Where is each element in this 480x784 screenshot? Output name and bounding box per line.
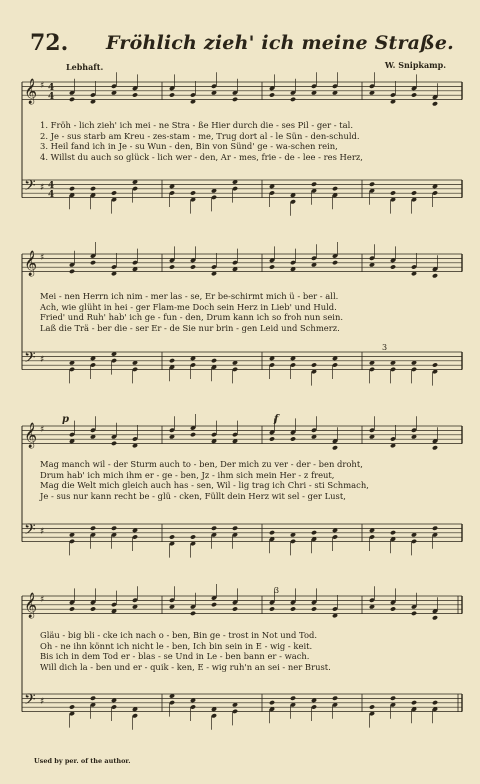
note-head [269,530,275,535]
note-head [369,704,375,709]
hymn-title: Fröhlich zieh' ich meine Straße. [106,32,454,54]
lyric-verse-4: Laß die Trä - ber die - ser Er - de Sie nur brin - gen Leid und Schmerz. [40,322,340,333]
footer-credit: Used by per. of the author. [34,757,131,765]
note-head [411,92,417,97]
note-head [190,611,196,616]
note-head [432,273,438,278]
treble-clef-icon: 𝄞 [24,593,38,618]
note-head [90,260,96,265]
treble-clef-icon: 𝄞 [24,251,38,276]
lyric-verse-3: Mag die Welt mich gleich auch has - sen, Wil - lig trag ich Chri - sti Schmach, [40,480,369,491]
sharp-icon: ♯ [40,595,45,605]
triplet-mark: 3 [274,586,280,595]
dynamic-forte: f [274,414,279,425]
note-head [211,602,217,607]
note-head [69,186,75,191]
note-head [169,264,175,269]
note-head [411,611,417,616]
sharp-icon: ♯ [40,355,45,365]
note-head [311,606,317,611]
tempo-marking: Lebhaft. [66,62,104,72]
sharp-icon: ♯ [40,183,45,193]
lyric-verse-2: Ach, wie glüht in hei - ger Flam-me Doch sein Herz in Lieb' und Huld. [40,301,337,312]
note-head [332,186,338,191]
lyric-verse-2: Drum hab' ich mich ihm er - ge - ben, Jz - ihm sich mein Her - z freut, [40,469,335,480]
hymn-number: 72. [30,30,69,56]
note-head [332,260,338,265]
lyric-verse-3: 3. Heil fand ich in Je - su Wun - den, Bin von Sünd' ge - wa-schen rein, [40,141,338,152]
note-head [190,190,196,195]
triplet-mark: 3 [382,343,388,352]
lyrics-block-1 [40,120,460,162]
lyric-verse-2: 2. Je - sus starb am Kreu - zes-stam - me, Trug dort al - le Sün - den-schuld. [40,130,360,141]
note-head [432,445,438,450]
note-head [169,358,175,363]
note-head [290,606,296,611]
lyric-verse-1: Mei - nen Herrn ich nim - mer las - se, Er be-schirmt mich ü - ber - all. [40,291,339,301]
bass-clef-icon: 𝄢 [24,349,36,370]
note-head [269,436,275,441]
note-head [232,97,238,102]
lyrics-block-3 [40,459,460,501]
note-head [332,445,338,450]
note-head [90,186,96,191]
note-head [269,700,275,705]
note-head [411,700,417,705]
note-head [69,97,75,102]
note-head [211,526,217,531]
note-head [69,269,75,274]
bass-clef-icon: 𝄢 [24,521,36,542]
note-head [369,182,375,187]
lyric-verse-4: Je - sus nur kann recht be - glü - cken, Füllt dein Herz wit sel - ger Lust, [40,490,346,501]
note-head [390,190,396,195]
bass-clef-icon: 𝄢 [24,691,36,712]
sharp-icon: ♯ [40,425,45,435]
note-head [432,362,438,367]
treble-clef-icon: 𝄞 [24,79,38,104]
note-head [111,441,117,446]
bass-clef-icon: 𝄢 [24,177,36,198]
note-head [432,700,438,705]
lyric-verse-4: 4. Willst du auch so glück - lich wer - den, Ar - mes, frie - de - lee - res Herz, [40,151,363,162]
note-head [311,530,317,535]
time-signature-numerator: 4 [48,181,55,191]
sharp-icon: ♯ [40,253,45,263]
note-head [211,358,217,363]
lyric-verse-2: Oh - ne ihn könnt ich nicht le - ben, Ich bin sein in E - wig - keit. [40,640,313,651]
note-head [269,92,275,97]
note-head [190,432,196,437]
time-signature-denominator: 4 [48,190,55,200]
note-head [390,264,396,269]
note-head [269,264,275,269]
note-head [69,704,75,709]
composer-credit: W. Snipkamp. [384,60,446,70]
note-head [390,606,396,611]
note-head [190,534,196,539]
note-head [232,526,238,531]
note-head [290,696,296,701]
note-head [90,696,96,701]
note-head [111,190,117,195]
note-head [432,615,438,620]
note-head [332,696,338,701]
note-head [69,606,75,611]
note-head [190,264,196,269]
lyric-verse-4: Will dich la - ben und er - quik - ken, E - wig ruh'n an sei - ner Brust. [40,661,331,672]
lyrics-block-2 [40,291,460,333]
note-head [311,362,317,367]
dynamic-piano: p [62,414,69,425]
note-head [411,190,417,195]
sharp-icon: ♯ [40,81,45,91]
treble-clef-icon: 𝄞 [24,423,38,448]
lyric-verse-3: Bis ich in dem Tod er - blas - se Und in Le - ben bann er - wach. [40,651,310,662]
lyric-verse-1: Mag manch wil - der Sturm auch to - ben, Der mich zu ver - der - ben droht, [40,459,363,469]
note-head [311,182,317,187]
note-head [90,526,96,531]
lyrics-block-4 [40,630,460,672]
note-head [290,436,296,441]
note-head [432,526,438,531]
time-signature-denominator: 4 [48,92,55,102]
note-head [90,606,96,611]
sharp-icon: ♯ [40,527,45,537]
note-head [111,526,117,531]
lyric-verse-1: Gläu - big bli - cke ich nach o - ben, Bin ge - trost in Not und Tod. [40,630,318,640]
lyric-verse-1: 1. Fröh - lich zieh' ich mei - ne Stra - ße Hier durch die - ses Pil - ger - tal. [40,120,353,130]
note-head [432,101,438,106]
note-head [390,530,396,535]
time-signature-numerator: 4 [48,83,55,93]
note-head [169,534,175,539]
note-head [390,696,396,701]
note-head [232,606,238,611]
note-head [290,97,296,102]
note-head [169,92,175,97]
note-head [269,606,275,611]
note-head [132,92,138,97]
sharp-icon: ♯ [40,697,45,707]
lyric-verse-3: Fried' und Ruh' hab' ich ge - fun - den, Drum kann ich so froh nun sein. [40,312,344,323]
